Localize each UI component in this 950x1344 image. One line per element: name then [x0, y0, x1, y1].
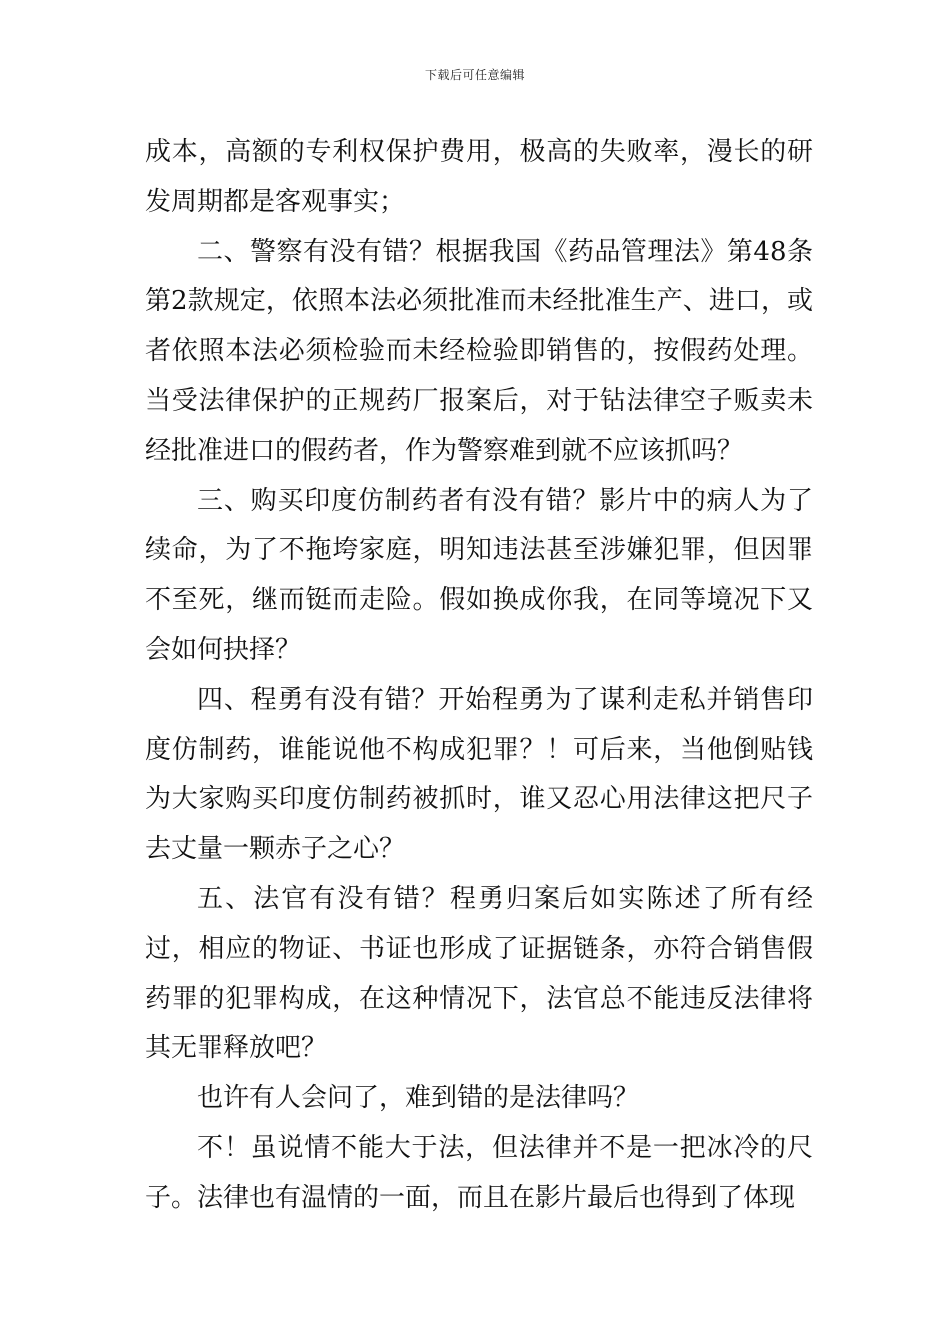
paragraph-1: 成本，高额的专利权保护费用，极高的失败率，漫长的研发周期都是客观事实；: [145, 137, 813, 217]
document-body: [145, 128, 813, 1224]
paragraph-5: 五、法官有没有错？程勇归案后如实陈述了所有经过，相应的物证、书证也形成了证据链条，亦符合销售假药罪的犯罪构成，在这种情况下，法官总不能违反法律将其无罪释放吧？: [145, 883, 813, 1064]
paragraph-4: 四、程勇有没有错？开始程勇为了谋利走私并销售印度仿制药，谁能说他不构成犯罪？！可后来，当他倒贴钱为大家购买印度仿制药被抓时，谁又忍心用法律这把尺子去丈量一颗赤子之心？: [145, 684, 813, 865]
page-header: 下载后可任意编辑: [424, 68, 525, 82]
paragraph-2: 二、警察有没有错？根据我国《药品管理法》第48条第2款规定，依照本法必须批准而未经批准生产、进口，或者依照本法必须检验而未经检验即销售的，按假药处理。当受法律保护的正规药厂报案后，对于钻法律空子贩卖未经批准进口的假药者，作为警察难到就不应该抓吗？: [145, 236, 813, 466]
paragraph-7: 不！虽说情不能大于法，但法律并不是一把冰冷的尺子。法律也有温情的一面，而且在影片最后也得到了体现: [145, 1132, 813, 1213]
paragraph-3: 三、购买印度仿制药者有没有错？影片中的病人为了续命，为了不拖垮家庭，明知违法甚至涉嫌犯罪，但因罪不至死，继而铤而走险。假如换成你我，在同等境况下又会如何抉择？: [145, 485, 813, 665]
paragraph-6: 也许有人会问了，难到错的是法律吗？: [197, 1083, 640, 1114]
